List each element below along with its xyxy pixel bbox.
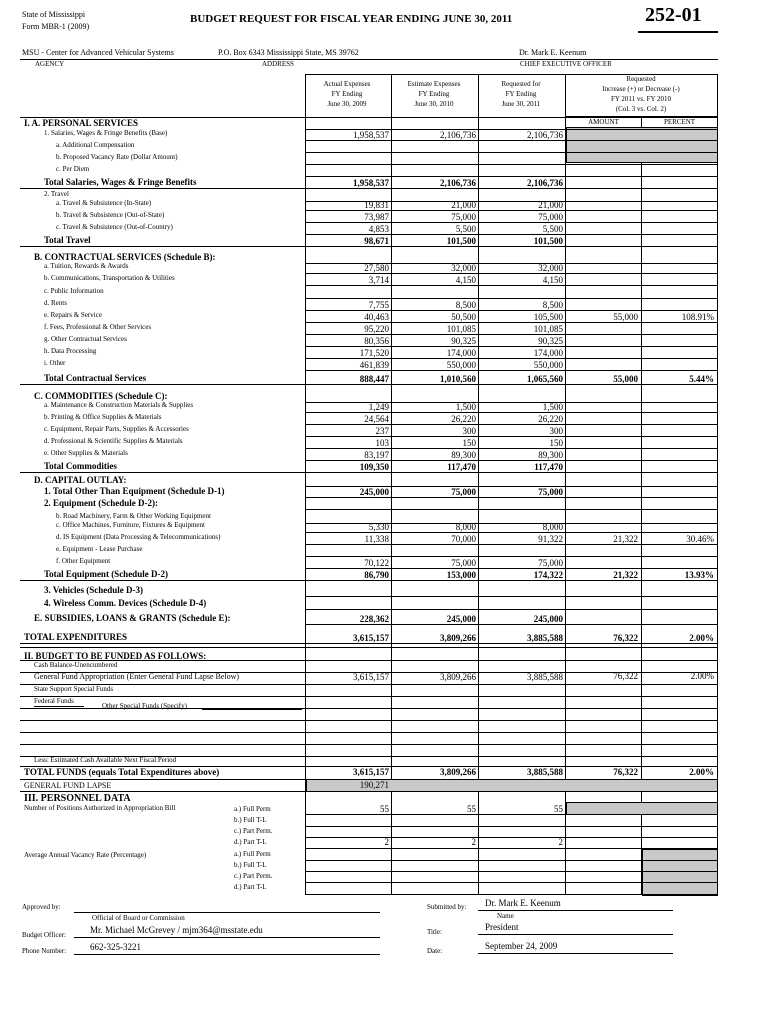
row-cell-a: 19,831: [364, 200, 389, 210]
row-label: 2. Travel: [44, 190, 69, 198]
row-cell-q: 91,322: [538, 534, 563, 544]
row-rule: [305, 609, 717, 610]
approved-by-label: Approved by:: [22, 903, 61, 911]
date-value: September 24, 2009: [485, 941, 558, 951]
total-funds-label: TOTAL FUNDS (equals Total Expenditures above): [24, 767, 220, 777]
grid-vline: [717, 74, 718, 894]
row-label: Total Equipment (Schedule D-2): [44, 569, 168, 579]
row-rule: [305, 310, 717, 311]
row-cell-e: 300: [462, 426, 476, 436]
row-cell-a: 245,000: [359, 487, 389, 497]
section-rule: [20, 117, 717, 118]
row-cell-q: 8,500: [542, 300, 563, 310]
row-label: Total Travel: [44, 235, 91, 245]
header-rule: [20, 59, 718, 60]
row-cell-e: 174,000: [446, 348, 476, 358]
row-cell-amt: 21,322: [613, 534, 638, 544]
section-rule: [20, 384, 717, 385]
row-label: f. Fees, Professional & Other Services: [44, 323, 152, 331]
part-tl-requested: 2: [558, 837, 563, 847]
row-label: C. COMMODITIES (Schedule C):: [34, 391, 168, 401]
section-rule: [20, 246, 717, 247]
row-cell-e: 26,220: [451, 414, 476, 424]
percent-header: PERCENT: [663, 118, 696, 126]
row-cell-q: 75,000: [538, 558, 563, 568]
row-cell-q: 150: [549, 438, 563, 448]
row-label: Total Commodities: [44, 461, 117, 471]
pos-part-perm-label: c.) Part Perm.: [234, 827, 273, 835]
row-cell-a: 70,122: [364, 558, 389, 568]
row-cell-q: 8,000: [542, 522, 563, 532]
budget-officer-label: Budget Officer:: [22, 931, 66, 939]
row-cell-q: 21,000: [538, 200, 563, 210]
form-number: Form MBR-1 (2009): [22, 22, 90, 31]
row-cell-e: 101,500: [446, 236, 476, 246]
row-rule: [305, 568, 717, 569]
row-cell-e: 245,000: [446, 614, 476, 624]
date-line[interactable]: [478, 953, 673, 954]
row-cell-q: 101,085: [533, 324, 563, 334]
funding-row-rule: [20, 647, 717, 648]
row-cell-e: 8,000: [455, 522, 476, 532]
row-cell-q: 4,150: [542, 275, 563, 285]
total-funds-estimate: 3,809,266: [440, 767, 476, 777]
state-support-label: State Support Special Funds: [34, 685, 114, 693]
row-label: Total Contractual Services: [44, 373, 147, 383]
row-cell-q: 300: [549, 426, 563, 436]
row-rule: [305, 152, 717, 153]
row-cell-a: 103: [375, 438, 389, 448]
row-rule: [305, 298, 717, 299]
section-rule: [20, 580, 717, 581]
vac-part-perm-label: c.) Part Perm.: [234, 872, 273, 880]
pos-part-tl-label: d.) Part T-L: [234, 838, 267, 846]
personnel-row-rule: [305, 837, 717, 838]
row-cell-q: 26,220: [538, 414, 563, 424]
general-fund-percent: 2.00%: [690, 671, 714, 681]
row-label: D. CAPITAL OUTLAY:: [34, 475, 127, 485]
row-label: c. Travel & Subsistence (Out-of-Country): [56, 223, 173, 231]
general-fund-estimate: 3,809,266: [440, 672, 476, 682]
row-cell-q: 1,065,560: [527, 374, 563, 384]
total-funds-percent: 2.00%: [689, 767, 714, 777]
pos-full-perm-label: a.) Full Perm: [234, 805, 271, 813]
row-cell-a: 83,197: [364, 450, 389, 460]
row-label: c. Per Diem: [56, 165, 90, 173]
cash-balance-label: Cash Balance-Unencumbered: [34, 661, 118, 669]
row-cell-e: 21,000: [451, 200, 476, 210]
budget-officer-line[interactable]: [74, 937, 380, 938]
row-cell-pct: 13.93%: [684, 570, 714, 580]
phone-value: 662-325-3221: [90, 942, 141, 952]
general-fund-label: General Fund Appropriation (Enter General Fund Lapse Below): [34, 672, 240, 681]
personnel-row-rule: [305, 814, 717, 815]
amount-header: AMOUNT: [588, 118, 619, 126]
row-cell-a: 7,755: [368, 300, 389, 310]
row-rule: [305, 509, 717, 510]
row-cell-e: 2,106,736: [440, 178, 476, 188]
funding-row-rule: [20, 744, 717, 745]
row-label: a. Tuition, Rewards & Awards: [44, 262, 129, 270]
row-label: E. SUBSIDIES, LOANS & GRANTS (Schedule E):: [34, 613, 231, 623]
row-cell-e: 75,000: [451, 487, 476, 497]
vac-part-tl-label: d.) Part T-L: [234, 883, 267, 891]
row-cell-q: 174,000: [533, 348, 563, 358]
row-cell-e: 117,470: [447, 462, 476, 472]
ceo-label: CHIEF EXECUTIVE OFFICER: [520, 60, 612, 68]
row-cell-e: 1,010,560: [440, 374, 476, 384]
lapse-label: GENERAL FUND LAPSE: [24, 781, 112, 790]
funding-row-rule: [20, 732, 717, 733]
funding-row-rule: [20, 684, 717, 685]
row-label: h. Data Processing: [44, 347, 97, 355]
row-label: e. Repairs & Service: [44, 311, 102, 319]
row-rule: [305, 544, 717, 545]
row-label: b. Communications, Transportation & Utilities: [44, 274, 175, 282]
row-rule: [305, 234, 717, 235]
page-title: BUDGET REQUEST FOR FISCAL YEAR ENDING JUNE 30, 2011: [190, 13, 513, 25]
row-cell-a: 3,714: [368, 275, 389, 285]
row-label: a. Maintenance & Construction Materials & Supplies: [44, 401, 194, 409]
personnel-row-rule: [305, 882, 717, 883]
title-value: President: [485, 922, 519, 932]
row-cell-a: 40,463: [364, 312, 389, 322]
col-actual-header: Actual Expenses FY Ending June 30, 2009: [323, 80, 371, 108]
personnel-row-rule: [305, 826, 717, 827]
form-code: 252-01: [645, 4, 702, 26]
row-label: I. A. PERSONAL SERVICES: [24, 118, 138, 128]
row-cell-a: 888,447: [359, 374, 389, 384]
col-estimate-header: Estimate Expenses FY Ending June 30, 2010: [407, 80, 461, 108]
funding-row-rule: [20, 660, 717, 661]
approved-by-line[interactable]: [74, 912, 380, 913]
shaded-block: [642, 849, 718, 896]
row-cell-a: 3,615,157: [353, 633, 389, 643]
row-cell-a: 1,958,537: [353, 178, 389, 188]
row-rule: [305, 346, 717, 347]
federal-funds-label: Federal Funds: [34, 697, 74, 705]
row-label: b. Printing & Office Supplies & Materials: [44, 413, 162, 421]
row-rule: [305, 596, 717, 597]
row-cell-a: 109,350: [359, 462, 389, 472]
total-funds-actual: 3,615,157: [353, 767, 389, 777]
funding-row-rule: [20, 756, 717, 757]
title-line[interactable]: [478, 934, 673, 935]
row-rule: [305, 624, 717, 625]
full-perm-requested: 55: [554, 804, 563, 814]
row-cell-q: 101,500: [533, 236, 563, 246]
vac-full-tl-label: b.) Full T-L: [234, 861, 267, 869]
row-cell-e: 550,000: [446, 360, 476, 370]
row-rule: [305, 460, 717, 461]
code-underline: [638, 31, 718, 33]
row-rule: [305, 140, 717, 141]
row-label: d. IS Equipment (Data Processing & Telecommunications): [56, 533, 221, 541]
personnel-title: III. PERSONNEL DATA: [24, 793, 131, 804]
budget-officer-value: Mr. Michael McGrevey / mjm364@msstate.edu: [90, 925, 263, 935]
row-cell-q: 117,470: [534, 462, 563, 472]
row-label: b. Proposed Vacancy Rate (Dollar Amount): [56, 153, 178, 161]
row-cell-amt: 21,322: [613, 570, 638, 580]
row-rule: [305, 370, 717, 371]
part-tl-estimate: 2: [471, 837, 476, 847]
row-cell-a: 24,564: [364, 414, 389, 424]
row-label: d. Professional & Scientific Supplies & Materials: [44, 437, 183, 445]
row-label: Total Salaries, Wages & Fringe Benefits: [44, 177, 197, 187]
title-label: Title:: [427, 928, 442, 936]
row-cell-e: 75,000: [451, 558, 476, 568]
row-cell-q: 75,000: [538, 487, 563, 497]
row-label: 1. Total Other Than Equipment (Schedule D-1): [44, 486, 225, 496]
funding-row-rule: [20, 696, 717, 697]
funding-row-rule: [20, 766, 717, 767]
row-label: c. Office Machines, Furniture, Fixtures & Equipment: [56, 521, 205, 529]
row-label: 1. Salaries, Wages & Fringe Benefits (Base): [44, 129, 168, 137]
row-label: a. Additional Compensation: [56, 141, 135, 149]
personnel-row-rule: [305, 871, 717, 872]
general-fund-amount: 76,322: [613, 671, 638, 681]
funding-title: II. BUDGET TO BE FUNDED AS FOLLOWS:: [24, 651, 207, 661]
total-funds-amount: 76,322: [613, 767, 638, 777]
positions-label: Number of Positions Authorized in Appropriation Bill: [24, 804, 176, 812]
submitted-line[interactable]: [478, 910, 673, 911]
full-perm-actual: 55: [380, 804, 389, 814]
row-cell-a: 237: [375, 426, 389, 436]
row-cell-a: 1,249: [368, 402, 389, 412]
row-cell-e: 101,085: [446, 324, 476, 334]
row-rule: [305, 412, 717, 413]
vac-full-perm-label: a.) Full Perm: [234, 850, 271, 858]
row-cell-q: 174,322: [533, 570, 563, 580]
row-label: c. Public Information: [44, 287, 104, 295]
section-rule: [20, 643, 717, 644]
row-rule: [305, 556, 717, 557]
row-cell-a: 1,958,537: [353, 130, 389, 140]
row-cell-e: 8,500: [455, 300, 476, 310]
row-cell-a: 461,839: [359, 360, 389, 370]
grid-top-rule: [305, 74, 717, 75]
row-rule: [305, 273, 717, 274]
row-label: c. Equipment, Repair Parts, Supplies & Accessories: [44, 425, 189, 433]
row-rule: [305, 497, 717, 498]
row-rule: [305, 222, 717, 223]
row-cell-q: 2,106,736: [527, 178, 563, 188]
funding-row-rule: [20, 779, 717, 780]
vacancy-label: Average Annual Vacancy Rate (Percentage): [24, 851, 147, 859]
row-cell-q: 2,106,736: [527, 130, 563, 140]
funding-row-rule: [20, 672, 717, 673]
row-cell-q: 245,000: [533, 614, 563, 624]
full-perm-estimate: 55: [467, 804, 476, 814]
funding-row-rule: [20, 791, 717, 792]
row-cell-q: 89,300: [538, 450, 563, 460]
personnel-row-rule: [305, 860, 717, 861]
less-cash-label: Less: Estimated Cash Available Next Fiscal Period: [34, 756, 177, 764]
row-cell-e: 70,000: [451, 534, 476, 544]
official-label: Official of Board or Commission: [92, 914, 185, 922]
row-cell-a: 5,330: [368, 522, 389, 532]
row-cell-a: 171,520: [359, 348, 389, 358]
row-rule: [305, 436, 717, 437]
row-label: e. Other Supplies & Materials: [44, 449, 128, 457]
row-cell-a: 27,580: [364, 263, 389, 273]
name-label: Name: [497, 912, 514, 920]
row-rule: [305, 164, 717, 165]
row-cell-e: 5,500: [455, 224, 476, 234]
row-cell-pct: 2.00%: [689, 633, 714, 643]
row-cell-q: 3,885,588: [527, 633, 563, 643]
row-rule: [305, 334, 717, 335]
phone-label: Phone Number:: [22, 947, 67, 955]
row-label: B. CONTRACTUAL SERVICES (Schedule B):: [34, 252, 216, 262]
row-rule: [305, 448, 717, 449]
col-requested-header: Requested for FY Ending June 30, 2011: [501, 80, 541, 108]
row-label: a. Travel & Subsistence (In-State): [56, 199, 152, 207]
row-rule: [305, 322, 717, 323]
row-cell-a: 86,790: [364, 570, 389, 580]
row-label: d. Rents: [44, 299, 67, 307]
row-cell-a: 73,987: [364, 212, 389, 222]
pos-full-tl-label: b.) Full T-L: [234, 816, 267, 824]
col-change-header: Requested Increase (+) or Decrease (-) FY 2011 vs. FY 2010 (Col. 3 vs. Col. 2): [602, 75, 680, 113]
other-special-label: Other Special Funds (Specify): [102, 702, 187, 710]
row-rule: [305, 424, 717, 425]
row-label: 4. Wireless Comm. Devices (Schedule D-4): [44, 598, 207, 608]
row-rule: [305, 358, 717, 359]
personnel-row-rule: [305, 848, 717, 849]
date-label: Date:: [427, 947, 443, 955]
agency-label: AGENCY: [35, 60, 65, 68]
row-cell-pct: 30.46%: [686, 534, 714, 544]
row-label: b. Travel & Subsistence (Out-of-State): [56, 211, 165, 219]
section-rule: [20, 188, 717, 189]
agency-address: P.O. Box 6343 Mississippi State, MS 39762: [218, 48, 359, 57]
personnel-row-rule: [305, 894, 717, 895]
total-funds-requested: 3,885,588: [527, 767, 563, 777]
part-tl-actual: 2: [384, 837, 389, 847]
funding-row-rule: [20, 708, 717, 709]
ceo-name: Dr. Mark E. Keenum: [519, 48, 587, 57]
row-cell-amt: 55,000: [613, 312, 638, 322]
phone-line[interactable]: [74, 954, 380, 955]
row-label: TOTAL EXPENDITURES: [24, 632, 127, 642]
row-label: 2. Equipment (Schedule D-2):: [44, 498, 159, 508]
row-label: g. Other Contractual Services: [44, 335, 127, 343]
general-fund-actual: 3,615,157: [353, 672, 389, 682]
agency-name: MSU - Center for Advanced Vehicular Systems: [22, 48, 174, 57]
submitted-label: Submitted by:: [427, 903, 467, 911]
general-fund-requested: 3,885,588: [527, 672, 563, 682]
row-cell-e: 3,809,266: [440, 633, 476, 643]
submitted-value: Dr. Mark E. Keenum: [485, 898, 561, 908]
row-cell-a: 95,220: [364, 324, 389, 334]
row-cell-pct: 5.44%: [689, 374, 714, 384]
row-cell-a: 4,853: [368, 224, 389, 234]
row-cell-e: 89,300: [451, 450, 476, 460]
section-rule: [20, 472, 717, 473]
row-rule: [305, 532, 717, 533]
row-cell-q: 75,000: [538, 212, 563, 222]
funding-row-rule: [20, 720, 717, 721]
row-cell-e: 1,500: [455, 402, 476, 412]
row-cell-e: 75,000: [451, 212, 476, 222]
row-cell-amt: 55,000: [613, 374, 638, 384]
row-cell-a: 80,356: [364, 336, 389, 346]
row-label: i. Other: [44, 359, 66, 367]
row-cell-e: 50,500: [451, 312, 476, 322]
row-cell-e: 2,106,736: [440, 130, 476, 140]
shaded-block: [566, 127, 718, 163]
row-cell-q: 32,000: [538, 263, 563, 273]
grid-vline: [641, 116, 642, 894]
row-label: 3. Vehicles (Schedule D-3): [44, 585, 143, 595]
row-cell-amt: 76,322: [613, 633, 638, 643]
address-label: ADDRESS: [262, 60, 294, 68]
row-cell-a: 228,362: [359, 614, 389, 624]
row-cell-q: 105,500: [533, 312, 563, 322]
row-cell-q: 550,000: [533, 360, 563, 370]
row-rule: [305, 176, 717, 177]
row-cell-e: 150: [462, 438, 476, 448]
row-cell-q: 1,500: [542, 402, 563, 412]
row-label: b. Road Machinery, Farm & Other Working Equipment: [56, 512, 211, 520]
row-label: f. Other Equipment: [56, 557, 111, 565]
row-cell-a: 11,338: [364, 534, 389, 544]
row-rule: [305, 285, 717, 286]
row-cell-e: 153,000: [446, 570, 476, 580]
row-cell-pct: 108.91%: [681, 312, 714, 322]
other-special-line: [202, 709, 302, 710]
row-cell-e: 4,150: [455, 275, 476, 285]
state-label: State of Mississippi: [22, 10, 86, 19]
row-cell-q: 5,500: [542, 224, 563, 234]
row-cell-a: 98,671: [364, 236, 389, 246]
row-cell-e: 90,325: [451, 336, 476, 346]
row-cell-e: 32,000: [451, 263, 476, 273]
row-cell-q: 90,325: [538, 336, 563, 346]
row-label: e. Equipment - Lease Purchase: [56, 545, 143, 553]
row-rule: [305, 210, 717, 211]
federal-underline: [34, 706, 84, 707]
lapse-actual: 190,271: [359, 780, 389, 790]
